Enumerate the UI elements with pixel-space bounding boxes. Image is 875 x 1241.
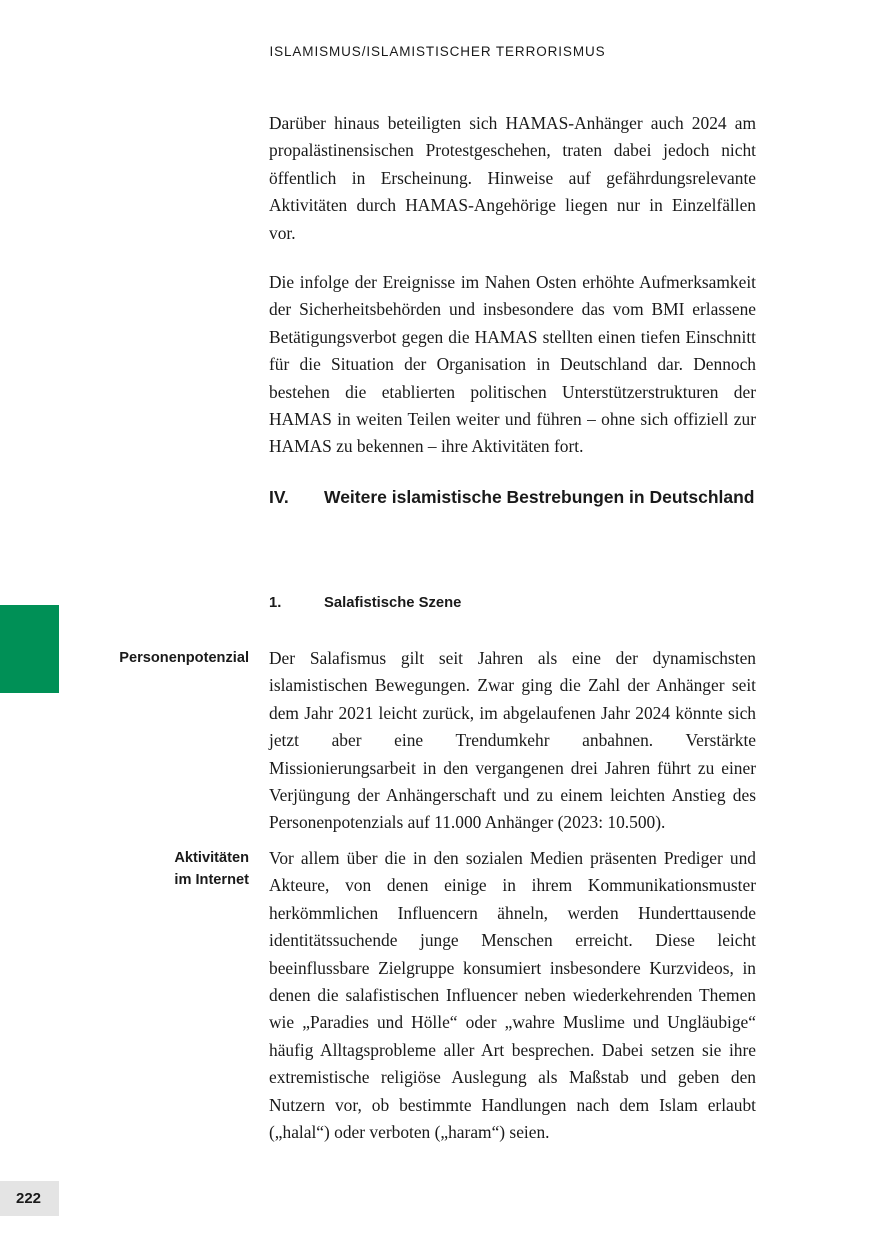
internet-text-block <box>269 845 756 1146</box>
margin-note-aktivitaeten-im-internet <box>44 847 249 891</box>
margin-note-line: im Internet <box>174 872 249 888</box>
intro-text-block <box>269 110 756 461</box>
paragraph: Darüber hinaus beteiligten sich HAMAS-Anhänger auch 2024 am propalästinensischen Protestgeschehen, traten dabei jedoch nicht öffentlich in Erscheinung. Hinweise auf gefährdungsrelevante Aktivitäten durch HAMAS-Angehörige liegen nur in Einzelfällen vor. <box>269 113 756 243</box>
salafismus-text-block <box>269 645 756 837</box>
sub-heading <box>269 592 759 614</box>
sub-heading-numeral: 1. <box>269 595 282 611</box>
sub-heading-title: Salafistische Szene <box>324 595 462 611</box>
section-heading <box>269 485 759 510</box>
section-heading-title: Weitere islamistische Bestrebungen in Deutschland <box>324 487 755 507</box>
running-head: ISLAMISMUS/ISLAMISTISCHER TERRORISMUS <box>269 44 606 59</box>
paragraph: Vor allem über die in den sozialen Medien präsenten Prediger und Akteure, von denen einige in ihrem Kommunikationsmuster herkömmlichen Influencern ähneln, werden Hunderttausende identitätssuchende junge Menschen erreicht. Diese leicht beeinflussbare Zielgruppe konsumiert insbesondere Kurzvideos, in denen die salafistischen Influencer neben wiederkehrenden Themen wie „Paradies und Hölle“ oder „wahre Muslime und Ungläubige“ häufig Alltagsprobleme aller Art besprechen. Dabei setzen sie ihre extremistische religiöse Auslegung als Maßstab und geben den Nutzern vor, ob bestimmte Handlungen nach dem Islam erlaubt („halal“) oder verboten („haram“) seien. <box>269 848 756 1143</box>
page-number-value: 222 <box>16 1190 42 1207</box>
margin-note-line: Aktivitäten <box>174 850 249 866</box>
margin-note-personenpotenzial <box>44 647 249 669</box>
section-heading-numeral: IV. <box>269 487 289 507</box>
paragraph: Die infolge der Ereignisse im Nahen Osten erhöhte Aufmerksamkeit der Sicherheitsbehörden und insbesondere das vom BMI erlassene Betätigungsverbot gegen die HAMAS stellten einen tiefen Einschnitt für die Situation der Organisation in Deutschland dar. Dennoch bestehen die etablierten politischen Unterstützerstrukturen der HAMAS in weiten Teilen weiter und führen – ohne sich offiziell zur HAMAS zu bekennen – ihre Aktivitäten fort. <box>269 272 756 457</box>
page-number <box>0 1181 59 1216</box>
paragraph: Der Salafismus gilt seit Jahren als eine der dynamischsten islamistischen Bewegungen. Zwar ging die Zahl der Anhänger seit dem Jahr 2021 leicht zurück, im abgelaufenen Jahr 2024 könnte sich jetzt aber eine Trendumkehr anbahnen. Verstärkte Missionierungsarbeit in den vergangenen drei Jahren führt zu einer Verjüngung der Anhängerschaft und zu einem leichten Anstieg des Personenpotenzials auf 11.000 Anhänger (2023: 10.500). <box>269 648 756 833</box>
margin-note-line: Personenpotenzial <box>119 650 249 666</box>
